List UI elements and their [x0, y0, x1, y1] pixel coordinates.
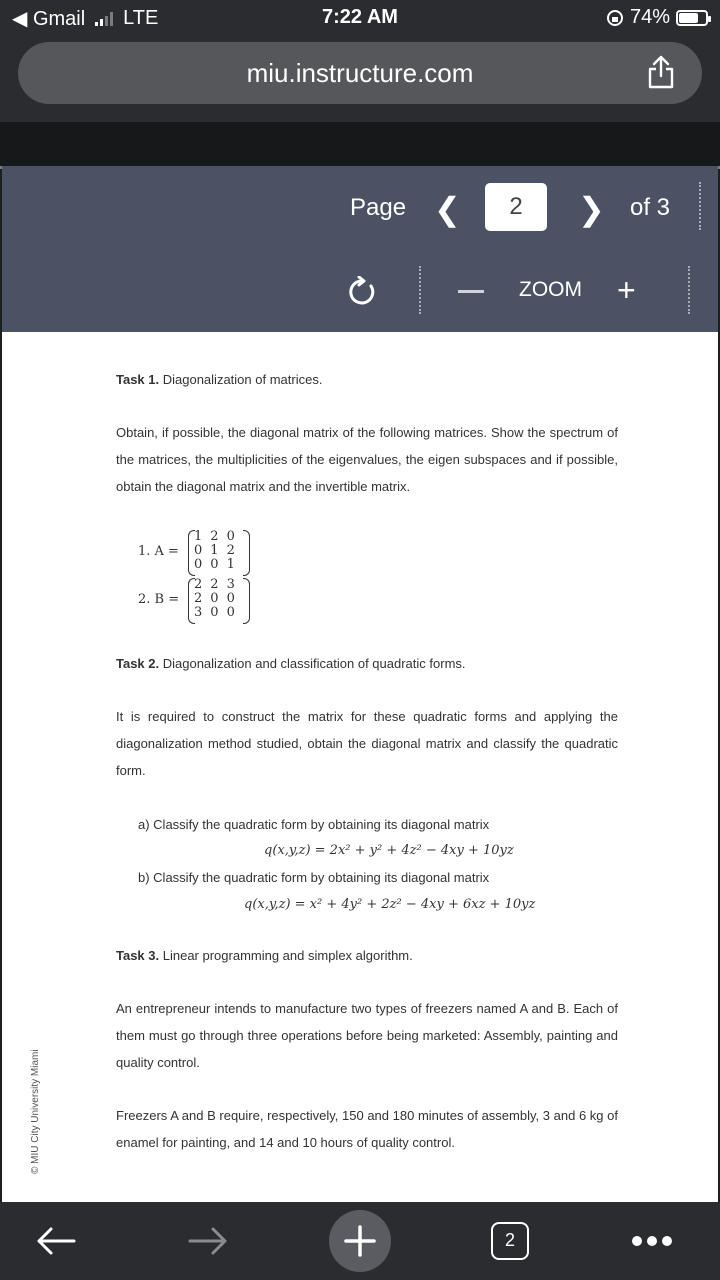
- zoom-in-button[interactable]: +: [617, 272, 636, 308]
- clock: 7:22 AM: [322, 6, 398, 28]
- carrier-label: LTE: [123, 7, 159, 29]
- zoom-out-button[interactable]: [458, 290, 484, 293]
- zoom-label: ZOOM: [519, 278, 582, 301]
- matrix-a-label: 1. A =: [138, 544, 179, 559]
- pdf-toolbar: [2, 166, 718, 332]
- previous-page-button[interactable]: ❮: [434, 191, 461, 227]
- page-count-label: of 3: [630, 194, 671, 221]
- equation-b: q(x,y,z) = x² + 4y² + 2z² − 4xy + 6xz + 10yz: [244, 897, 536, 912]
- rotate-icon[interactable]: [346, 276, 378, 308]
- share-icon[interactable]: [646, 54, 676, 90]
- plus-icon: [329, 1210, 391, 1272]
- task1-body: Obtain, if possible, the diagonal matrix of the following matrices. Show the spectrum of the matrices, the multiplicities of the eigenvalues, the eigen subspaces and if possible, obtain the diagonal matrix and the invertible matrix.: [116, 425, 618, 494]
- page-label: Page: [350, 194, 407, 221]
- browser-bottom-bar: [0, 1202, 720, 1280]
- page-number-input[interactable]: 2: [485, 183, 547, 231]
- back-to-app-link[interactable]: ◀ Gmail: [12, 8, 86, 30]
- equation-a: q(x,y,z) = 2x² + y² + 4z² − 4xy + 10yz: [264, 843, 514, 858]
- task1-heading: Task 1. Diagonalization of matrices.: [116, 372, 323, 387]
- forward-arrow-icon[interactable]: [186, 1224, 230, 1258]
- side-caption: © MIU City University Miami: [30, 1049, 41, 1174]
- task2-heading: Task 2. Diagonalization and classification of quadratic forms.: [116, 656, 466, 671]
- battery-fill: [679, 13, 698, 23]
- next-page-button[interactable]: ❯: [578, 191, 605, 227]
- toolbar-divider: [419, 266, 421, 314]
- matrix-a-body: 1 2 0 0 1 2 0 0 1: [194, 529, 235, 572]
- item-a-text: a) Classify the quadratic form by obtaining its diagonal matrix: [138, 817, 490, 832]
- new-tab-button[interactable]: [329, 1210, 391, 1272]
- task3-heading: Task 3. Linear programming and simplex algorithm.: [116, 948, 413, 963]
- browser-chrome: [0, 36, 720, 122]
- toolbar-divider: [688, 266, 690, 314]
- battery-icon: [676, 10, 708, 26]
- item-b-text: b) Classify the quadratic form by obtaining its diagonal matrix: [138, 870, 490, 885]
- url-text: miu.instructure.com: [246, 58, 474, 88]
- toolbar-divider: [699, 182, 701, 230]
- tab-switcher-button[interactable]: 2: [491, 1222, 529, 1260]
- document-page: [2, 332, 718, 1202]
- battery-percent: 74%: [629, 6, 670, 28]
- address-bar[interactable]: [18, 42, 702, 104]
- matrix-b-body: 2 2 3 2 0 0 3 0 0: [194, 577, 235, 620]
- orientation-lock-icon: [606, 9, 624, 27]
- task3-body-1: An entrepreneur intends to manufacture two types of freezers named A and B. Each of them must go through three operations before being marketed: Assembly, painting and quality control.: [116, 1001, 618, 1070]
- more-options-icon[interactable]: [630, 1234, 674, 1248]
- status-bar: [0, 0, 720, 36]
- back-arrow-icon[interactable]: [34, 1224, 78, 1258]
- task2-body: It is required to construct the matrix for these quadratic forms and applying the diagonalization method studied, obtain the diagonal matrix and classify the quadratic form.: [116, 709, 618, 778]
- matrix-b-label: 2. B =: [138, 592, 180, 607]
- task3-body-2: Freezers A and B require, respectively, 150 and 180 minutes of assembly, 3 and 6 kg of enamel for painting, and 14 and 10 hours of quality control.: [116, 1108, 618, 1150]
- viewer-header: [0, 122, 720, 169]
